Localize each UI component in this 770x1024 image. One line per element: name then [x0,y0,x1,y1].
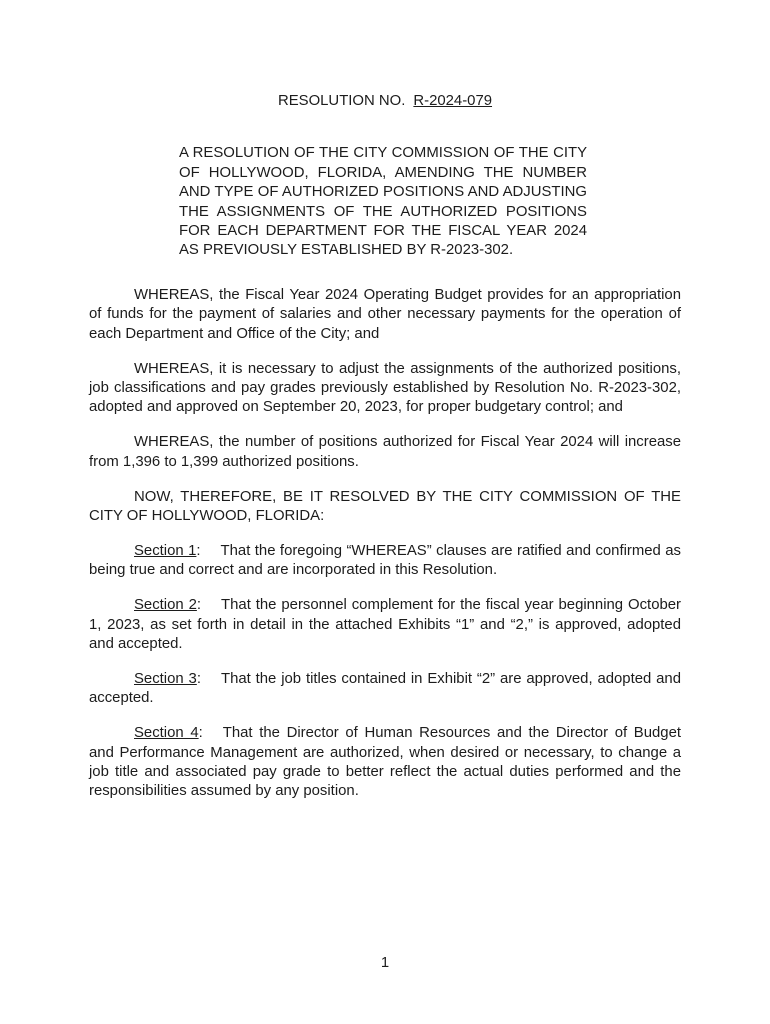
section-2-colon: : [196,597,202,614]
whereas-clause-1: WHEREAS, the Fiscal Year 2024 Operating Budget provides for an appropriation of funds for the payment of salaries and other necessary payments for the operation of each Department and Office of the City; and [89,286,681,342]
section-2-label: Section 2 [134,597,197,614]
resolved-clause: NOW, THEREFORE, BE IT RESOLVED BY THE CITY COMMISSION OF THE CITY OF HOLLYWOOD, FLORIDA: [89,488,681,524]
section-1-colon: : [196,542,201,559]
whereas-clause-3: WHEREAS, the number of positions authorized for Fiscal Year 2024 will increase from 1,396 to 1,399 authorized positions. [89,434,681,470]
resolution-title [89,92,681,111]
caption-block: A RESOLUTION OF THE CITY COMMISSION OF THE CITY OF HOLLYWOOD, FLORIDA, AMENDING THE NUMBER AND TYPE OF AUTHORIZED POSITIONS AND ADJUSTING THE ASSIGNMENTS OF THE AUTHORIZED POSITIONS FOR EACH DEPARTMENT FOR THE FISCAL YEAR 2024 AS PREVIOUSLY ESTABLISHED BY R-2023-302. [179,145,587,259]
section-4-colon: : [198,725,203,742]
section-1-text: That the foregoing “WHEREAS” clauses are ratified and confirmed as being true and correct and are incorporated in this Resolution. [89,542,682,579]
resolution-number: R-2024-079 [413,93,493,109]
whereas-clause-2: WHEREAS, it is necessary to adjust the assignments of the authorized positions, job classifications and pay grades previously established by Resolution No. R-2023-302, adopted and approved on September 20, 2023, for proper budgetary control; and [89,360,681,416]
section-3-colon: : [196,670,201,687]
resolution-title-prefix: RESOLUTION NO. [277,93,406,109]
section-3-label: Section 3 [134,670,197,687]
section-3-text: That the job titles contained in Exhibit “2” are approved, adopted and accepted. [89,670,681,707]
section-2-paragraph [89,596,681,654]
section-4-label: Section 4 [134,725,199,742]
page-number: 1 [380,955,390,971]
section-1-label: Section 1 [134,542,197,559]
section-1-paragraph [89,542,681,581]
section-4-text: That the Director of Human Resources and the Director of Budget and Performance Management are authorized, when desired or necessary, to change a job title and associated pay grade to better reflect the actual duties performed and the responsibilities assumed by any position. [89,725,681,800]
section-2-text: That the personnel complement for the fiscal year beginning October 1, 2023, as set forth in detail in the attached Exhibits “1” and “2,” is approved, adopted and accepted. [89,597,681,653]
section-4-paragraph [89,724,681,802]
section-3-paragraph [89,670,681,709]
